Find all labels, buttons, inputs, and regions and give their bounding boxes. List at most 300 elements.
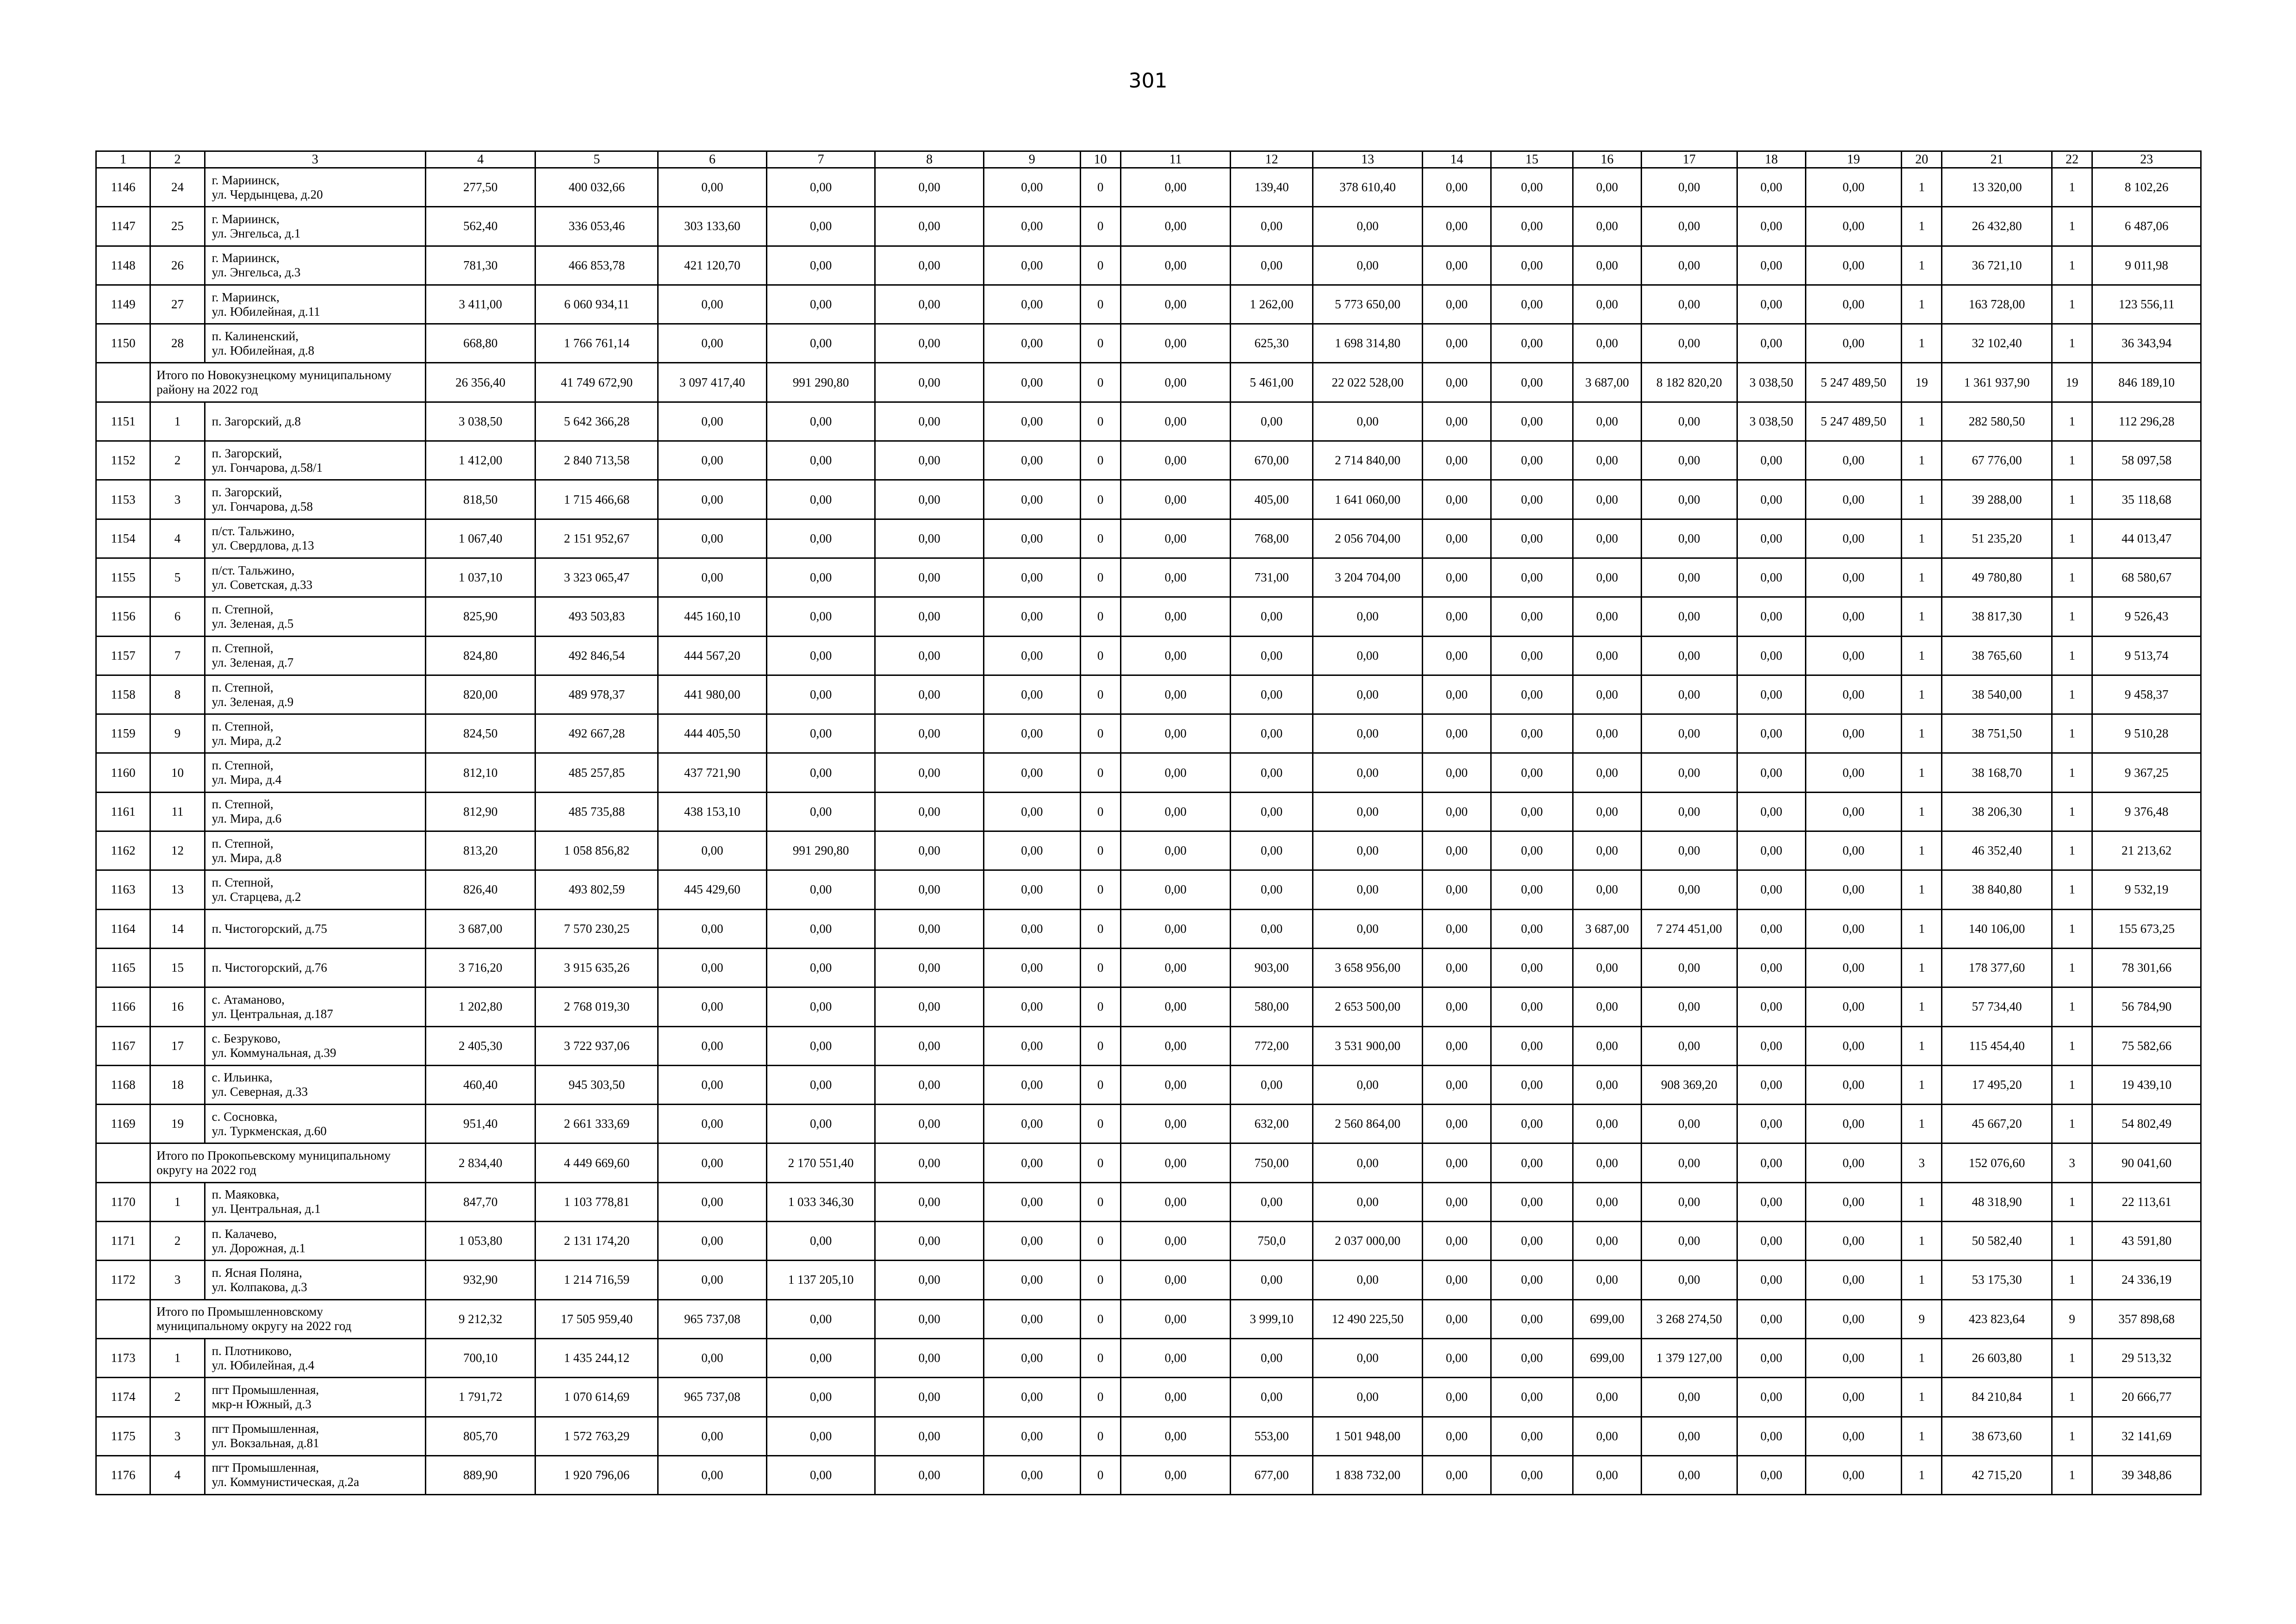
value-cell: 0,00 (766, 1065, 875, 1104)
value-cell: 0 (1080, 831, 1120, 870)
value-cell: 0,00 (1423, 285, 1491, 324)
value-cell: 813,20 (425, 831, 535, 870)
value-cell: 0,00 (1491, 246, 1573, 285)
value-cell: 0,00 (658, 1182, 767, 1221)
value-cell: 0,00 (875, 987, 984, 1026)
value-cell: 22 022 528,00 (1313, 363, 1423, 402)
value-cell: 1 501 948,00 (1313, 1417, 1423, 1455)
value-cell: 0,00 (1573, 324, 1641, 363)
value-cell: 1 (1902, 1338, 1942, 1377)
sub-number: 19 (150, 1105, 205, 1143)
value-cell: 0,00 (1491, 1105, 1573, 1143)
value-cell: 0,00 (1737, 480, 1805, 519)
value-cell: 0,00 (766, 480, 875, 519)
value-cell: 0,00 (983, 441, 1080, 480)
value-cell: 5 461,00 (1231, 363, 1313, 402)
value-cell: 0,00 (1737, 987, 1805, 1026)
value-cell: 0,00 (983, 1261, 1080, 1299)
value-cell: 0,00 (1573, 636, 1641, 675)
value-cell: 0,00 (1573, 207, 1641, 246)
value-cell: 0,00 (1491, 1026, 1573, 1065)
value-cell: 36 721,10 (1942, 246, 2052, 285)
value-cell: 965 737,08 (658, 1299, 767, 1338)
value-cell: 0,00 (1805, 1378, 1902, 1417)
value-cell: 0,00 (1120, 558, 1231, 597)
value-cell: 951,40 (425, 1105, 535, 1143)
value-cell: 0,00 (1737, 246, 1805, 285)
value-cell: 421 120,70 (658, 246, 767, 285)
value-cell: 0 (1080, 1105, 1120, 1143)
value-cell: 0,00 (1491, 987, 1573, 1026)
address-line: ул. Гончарова, д.58/1 (212, 460, 323, 475)
value-cell: 731,00 (1231, 558, 1313, 597)
value-cell: 1 (2052, 636, 2092, 675)
value-cell: 1 412,00 (425, 441, 535, 480)
address-line: п. Степной, (212, 680, 274, 694)
value-cell: 0,00 (1491, 1143, 1573, 1182)
value-cell: 1 (1902, 636, 1942, 675)
value-cell: 0,00 (658, 1105, 767, 1143)
address-cell (205, 402, 425, 441)
value-cell: 6 487,06 (2092, 207, 2201, 246)
value-cell: 0,00 (1313, 636, 1423, 675)
value-cell: 0,00 (1491, 168, 1573, 207)
value-cell: 0,00 (1423, 792, 1491, 831)
value-cell: 772,00 (1231, 1026, 1313, 1065)
value-cell: 38 168,70 (1942, 753, 2052, 792)
value-cell: 2 151 952,67 (535, 519, 658, 558)
value-cell: 2 405,30 (425, 1026, 535, 1065)
value-cell: 0,00 (1120, 636, 1231, 675)
value-cell: 0,00 (1641, 558, 1737, 597)
value-cell: 0,00 (1737, 519, 1805, 558)
value-cell: 0,00 (766, 441, 875, 480)
value-cell: 1 (1902, 1105, 1942, 1143)
column-number: 9 (983, 151, 1080, 168)
sub-number: 16 (150, 987, 205, 1026)
row-number: 1161 (96, 792, 150, 831)
column-number-row (96, 151, 2201, 168)
address-cell (205, 1105, 425, 1143)
row-number: 1166 (96, 987, 150, 1026)
value-cell: 0,00 (1423, 1143, 1491, 1182)
value-cell: 0,00 (1641, 987, 1737, 1026)
sub-number: 25 (150, 207, 205, 246)
value-cell: 0,00 (1120, 441, 1231, 480)
address-line: ул. Старцева, д.2 (212, 889, 301, 904)
value-cell: 1 (2052, 831, 2092, 870)
value-cell: 0,00 (875, 753, 984, 792)
table-row (96, 1065, 2201, 1104)
address-line: ул. Колпакова, д.3 (212, 1280, 307, 1294)
value-cell: 0,00 (1737, 1222, 1805, 1261)
value-cell: 0,00 (1737, 324, 1805, 363)
value-cell: 0,00 (1423, 714, 1491, 753)
value-cell: 1 920 796,06 (535, 1455, 658, 1494)
value-cell: 1 (1902, 441, 1942, 480)
row-number: 1159 (96, 714, 150, 753)
value-cell: 824,50 (425, 714, 535, 753)
value-cell: 0,00 (1491, 597, 1573, 636)
value-cell: 0,00 (766, 1338, 875, 1377)
address-line: ул. Зеленая, д.5 (212, 616, 294, 631)
value-cell: 0,00 (1573, 285, 1641, 324)
value-cell: 0,00 (875, 1455, 984, 1494)
address-cell (205, 597, 425, 636)
value-cell: 54 802,49 (2092, 1105, 2201, 1143)
address-line: пгт Промышленная, (212, 1461, 319, 1475)
value-cell: 0,00 (1573, 1378, 1641, 1417)
sub-number: 17 (150, 1026, 205, 1065)
value-cell: 1 214 716,59 (535, 1261, 658, 1299)
value-cell: 0 (1080, 168, 1120, 207)
value-cell: 1 (2052, 558, 2092, 597)
value-cell: 48 318,90 (1942, 1182, 2052, 1221)
value-cell: 489 978,37 (535, 675, 658, 714)
value-cell: 0,00 (875, 363, 984, 402)
value-cell: 0,00 (875, 324, 984, 363)
value-cell: 2 560 864,00 (1313, 1105, 1423, 1143)
value-cell: 0,00 (1641, 246, 1737, 285)
address-line: ул. Мира, д.4 (212, 773, 282, 787)
value-cell: 0,00 (1641, 402, 1737, 441)
value-cell: 700,10 (425, 1338, 535, 1377)
value-cell: 0,00 (1641, 870, 1737, 909)
value-cell: 56 784,90 (2092, 987, 2201, 1026)
value-cell: 140 106,00 (1942, 909, 2052, 948)
value-cell: 277,50 (425, 168, 535, 207)
value-cell: 0 (1080, 714, 1120, 753)
value-cell: 0,00 (1231, 909, 1313, 948)
address-line: ул. Мира, д.8 (212, 850, 282, 865)
value-cell: 3 687,00 (1573, 363, 1641, 402)
table-row (96, 480, 2201, 519)
value-cell: 0,00 (983, 1105, 1080, 1143)
value-cell: 0,00 (983, 480, 1080, 519)
value-cell: 1 (2052, 519, 2092, 558)
value-cell: 0,00 (1737, 168, 1805, 207)
value-cell: 0,00 (1120, 675, 1231, 714)
value-cell: 0,00 (1491, 558, 1573, 597)
address-line: ул. Советская, д.33 (212, 577, 313, 592)
value-cell: 0,00 (1641, 1261, 1737, 1299)
value-cell: 0,00 (1641, 1417, 1737, 1455)
table-row (96, 753, 2201, 792)
value-cell: 0,00 (1737, 1026, 1805, 1065)
column-number: 10 (1080, 151, 1120, 168)
value-cell: 0,00 (1120, 1455, 1231, 1494)
value-cell: 0,00 (875, 207, 984, 246)
value-cell: 0,00 (1737, 753, 1805, 792)
value-cell: 0,00 (1573, 480, 1641, 519)
value-cell: 1 (1902, 831, 1942, 870)
value-cell: 155 673,25 (2092, 909, 2201, 948)
value-cell: 0 (1080, 987, 1120, 1026)
value-cell: 0,00 (1641, 831, 1737, 870)
row-number: 1150 (96, 324, 150, 363)
value-cell: 0,00 (1737, 207, 1805, 246)
row-number: 1147 (96, 207, 150, 246)
value-cell: 53 175,30 (1942, 1261, 2052, 1299)
row-number: 1153 (96, 480, 150, 519)
value-cell: 0,00 (1423, 636, 1491, 675)
value-cell: 1 (1902, 519, 1942, 558)
value-cell: 1 (1902, 675, 1942, 714)
value-cell: 0,00 (983, 168, 1080, 207)
address-cell (205, 831, 425, 870)
value-cell: 444 405,50 (658, 714, 767, 753)
value-cell: 0,00 (983, 792, 1080, 831)
value-cell: 0,00 (1423, 1026, 1491, 1065)
value-cell: 0,00 (1313, 1182, 1423, 1221)
value-cell: 1 (1902, 753, 1942, 792)
address-line: с. Ильинка, (212, 1070, 273, 1085)
value-cell: 0,00 (1423, 948, 1491, 987)
value-cell: 75 582,66 (2092, 1026, 2201, 1065)
value-cell: 0,00 (983, 714, 1080, 753)
address-line: ул. Юбилейная, д.4 (212, 1358, 315, 1372)
sub-number: 2 (150, 1222, 205, 1261)
value-cell: 24 336,19 (2092, 1261, 2201, 1299)
value-cell: 908 369,20 (1641, 1065, 1737, 1104)
address-line: п. Степной, (212, 836, 274, 850)
value-cell: 3 204 704,00 (1313, 558, 1423, 597)
value-cell: 0 (1080, 402, 1120, 441)
value-cell: 0,00 (1120, 714, 1231, 753)
sub-number: 9 (150, 714, 205, 753)
value-cell: 632,00 (1231, 1105, 1313, 1143)
value-cell: 17 495,20 (1942, 1065, 2052, 1104)
column-number: 3 (205, 151, 425, 168)
value-cell: 0,00 (1491, 441, 1573, 480)
value-cell: 0,00 (1491, 285, 1573, 324)
value-cell: 0,00 (658, 168, 767, 207)
value-cell: 32 141,69 (2092, 1417, 2201, 1455)
value-cell: 38 817,30 (1942, 597, 2052, 636)
column-number: 11 (1120, 151, 1231, 168)
value-cell: 0,00 (1491, 1299, 1573, 1338)
value-cell: 0,00 (1120, 402, 1231, 441)
value-cell: 812,90 (425, 792, 535, 831)
value-cell: 1 (1902, 402, 1942, 441)
value-cell: 0,00 (1573, 441, 1641, 480)
value-cell: 3 999,10 (1231, 1299, 1313, 1338)
value-cell: 3 038,50 (425, 402, 535, 441)
value-cell: 0,00 (1120, 1065, 1231, 1104)
value-cell: 3 915 635,26 (535, 948, 658, 987)
address-line: ул. Юбилейная, д.11 (212, 304, 320, 319)
value-cell: 1 (2052, 753, 2092, 792)
value-cell: 1 (1902, 714, 1942, 753)
value-cell: 0,00 (875, 1378, 984, 1417)
value-cell: 0,00 (766, 246, 875, 285)
address-cell (205, 636, 425, 675)
value-cell: 9 532,19 (2092, 870, 2201, 909)
column-number: 19 (1805, 151, 1902, 168)
value-cell: 0,00 (1641, 1182, 1737, 1221)
value-cell: 0,00 (1805, 1182, 1902, 1221)
value-cell: 0,00 (1491, 792, 1573, 831)
value-cell: 0,00 (1120, 909, 1231, 948)
row-number: 1170 (96, 1182, 150, 1221)
value-cell: 0,00 (1641, 597, 1737, 636)
value-cell: 2 653 500,00 (1313, 987, 1423, 1026)
value-cell: 0,00 (875, 792, 984, 831)
value-cell: 1 053,80 (425, 1222, 535, 1261)
value-cell: 38 765,60 (1942, 636, 2052, 675)
value-cell: 0,00 (658, 909, 767, 948)
value-cell: 0,00 (1573, 1065, 1641, 1104)
value-cell: 1 (1902, 168, 1942, 207)
value-cell: 0,00 (983, 363, 1080, 402)
row-number: 1160 (96, 753, 150, 792)
value-cell: 3 687,00 (425, 909, 535, 948)
value-cell: 357 898,68 (2092, 1299, 2201, 1338)
value-cell: 0,00 (983, 597, 1080, 636)
value-cell: 0,00 (1641, 285, 1737, 324)
value-cell: 3 722 937,06 (535, 1026, 658, 1065)
value-cell: 282 580,50 (1942, 402, 2052, 441)
value-cell: 9 (1902, 1299, 1942, 1338)
value-cell: 1 572 763,29 (535, 1417, 658, 1455)
value-cell: 1 (1902, 1378, 1942, 1417)
value-cell: 0,00 (875, 948, 984, 987)
value-cell: 68 580,67 (2092, 558, 2201, 597)
value-cell: 0,00 (1737, 1378, 1805, 1417)
value-cell: 0,00 (1120, 753, 1231, 792)
value-cell: 699,00 (1573, 1338, 1641, 1377)
value-cell: 1 (2052, 1261, 2092, 1299)
value-cell: 1 070 614,69 (535, 1378, 658, 1417)
table-row (96, 870, 2201, 909)
value-cell: 0,00 (1423, 1065, 1491, 1104)
address-cell (205, 753, 425, 792)
value-cell: 7 570 230,25 (535, 909, 658, 948)
value-cell: 0,00 (983, 285, 1080, 324)
value-cell: 0,00 (983, 948, 1080, 987)
value-cell: 0,00 (983, 207, 1080, 246)
value-cell: 0,00 (983, 246, 1080, 285)
value-cell: 553,00 (1231, 1417, 1313, 1455)
address-line: г. Мариинск, (212, 251, 280, 265)
value-cell: 0 (1080, 480, 1120, 519)
value-cell: 820,00 (425, 675, 535, 714)
value-cell: 1 (2052, 714, 2092, 753)
value-cell: 0,00 (983, 1222, 1080, 1261)
value-cell: 0,00 (1231, 753, 1313, 792)
value-cell: 0 (1080, 441, 1120, 480)
value-cell: 824,80 (425, 636, 535, 675)
sub-number: 28 (150, 324, 205, 363)
value-cell: 580,00 (1231, 987, 1313, 1026)
value-cell: 0,00 (1805, 597, 1902, 636)
value-cell: 0,00 (1805, 168, 1902, 207)
sub-number: 15 (150, 948, 205, 987)
table-row (96, 792, 2201, 831)
value-cell: 3 (1902, 1143, 1942, 1182)
row-number (96, 363, 150, 402)
address-line: пгт Промышленная, (212, 1422, 319, 1436)
value-cell: 0,00 (983, 1143, 1080, 1182)
value-cell: 0,00 (1641, 324, 1737, 363)
table-row (96, 1261, 2201, 1299)
value-cell: 0,00 (1423, 1338, 1491, 1377)
value-cell: 0,00 (1491, 870, 1573, 909)
address-line: ул. Центральная, д.187 (212, 1006, 333, 1021)
value-cell: 0,00 (658, 1455, 767, 1494)
value-cell: 0,00 (1423, 675, 1491, 714)
value-cell: 9 011,98 (2092, 246, 2201, 285)
row-number: 1165 (96, 948, 150, 987)
value-cell: 3 687,00 (1573, 909, 1641, 948)
value-cell: 1 (2052, 168, 2092, 207)
value-cell: 0,00 (658, 1417, 767, 1455)
column-number: 2 (150, 151, 205, 168)
value-cell: 0,00 (1423, 753, 1491, 792)
sub-number: 27 (150, 285, 205, 324)
value-cell: 0,00 (1491, 909, 1573, 948)
value-cell: 6 060 934,11 (535, 285, 658, 324)
value-cell: 400 032,66 (535, 168, 658, 207)
value-cell: 0,00 (1120, 948, 1231, 987)
value-cell: 750,0 (1231, 1222, 1313, 1261)
value-cell: 0,00 (1737, 1417, 1805, 1455)
value-cell: 0 (1080, 636, 1120, 675)
value-cell: 0,00 (1423, 1455, 1491, 1494)
value-cell: 0 (1080, 558, 1120, 597)
row-number: 1146 (96, 168, 150, 207)
value-cell: 0,00 (1805, 870, 1902, 909)
value-cell: 46 352,40 (1942, 831, 2052, 870)
value-cell: 1 (1902, 1065, 1942, 1104)
value-cell: 2 131 174,20 (535, 1222, 658, 1261)
value-cell: 0,00 (658, 324, 767, 363)
value-cell: 0,00 (1737, 1455, 1805, 1494)
value-cell: 0,00 (1120, 1417, 1231, 1455)
row-number: 1168 (96, 1065, 150, 1104)
value-cell: 670,00 (1231, 441, 1313, 480)
value-cell: 0,00 (1423, 1261, 1491, 1299)
address-line: ул. Энгельса, д.3 (212, 265, 301, 280)
value-cell: 0,00 (1573, 558, 1641, 597)
value-cell: 0 (1080, 948, 1120, 987)
address-line: ул. Свердлова, д.13 (212, 538, 314, 553)
value-cell: 0,00 (658, 987, 767, 1026)
value-cell: 2 840 713,58 (535, 441, 658, 480)
value-cell: 1 033 346,30 (766, 1182, 875, 1221)
value-cell: 336 053,46 (535, 207, 658, 246)
address-line: ул. Зеленая, д.9 (212, 694, 294, 709)
value-cell: 0,00 (1231, 597, 1313, 636)
value-cell: 49 780,80 (1942, 558, 2052, 597)
value-cell: 492 667,28 (535, 714, 658, 753)
value-cell: 12 490 225,50 (1313, 1299, 1423, 1338)
value-cell: 32 102,40 (1942, 324, 2052, 363)
value-cell: 0,00 (1491, 1261, 1573, 1299)
value-cell: 57 734,40 (1942, 987, 2052, 1026)
value-cell: 112 296,28 (2092, 402, 2201, 441)
value-cell: 9 458,37 (2092, 675, 2201, 714)
table-row (96, 1338, 2201, 1377)
value-cell: 1 (2052, 285, 2092, 324)
value-cell: 1 361 937,90 (1942, 363, 2052, 402)
value-cell: 42 715,20 (1942, 1455, 2052, 1494)
sub-number: 11 (150, 792, 205, 831)
row-number: 1171 (96, 1222, 150, 1261)
address-line: ул. Мира, д.2 (212, 733, 282, 748)
value-cell: 1 (2052, 870, 2092, 909)
total-label-line: муниципальному округу на 2022 год (156, 1319, 352, 1333)
